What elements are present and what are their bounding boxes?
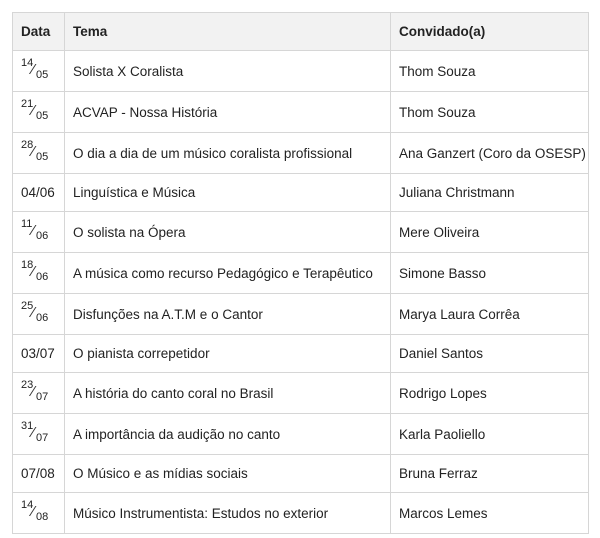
table-header	[13, 13, 589, 51]
date-fraction	[21, 300, 53, 326]
date-fraction	[21, 259, 53, 285]
date-month: 07	[36, 390, 49, 403]
date-slash: ⁄	[32, 60, 35, 78]
tema-cell: O pianista correpetidor	[65, 335, 391, 373]
date-cell	[13, 92, 65, 133]
schedule-table	[12, 12, 589, 534]
date-cell	[13, 174, 65, 212]
tema-cell: O dia a dia de um músico coralista profissional	[65, 133, 391, 174]
tema-cell: ACVAP - Nossa História	[65, 92, 391, 133]
date-cell	[13, 493, 65, 534]
date-cell	[13, 294, 65, 335]
table-row	[13, 92, 589, 133]
date-fraction	[21, 499, 53, 525]
date-day: 25	[21, 299, 34, 312]
convidado-cell: Juliana Christmann	[391, 174, 589, 212]
date-fraction	[21, 420, 53, 446]
header-row	[13, 13, 589, 51]
table-row	[13, 493, 589, 534]
date-day: 14	[21, 56, 34, 69]
date-month: 06	[36, 311, 49, 324]
date-month: 05	[36, 68, 49, 81]
date-day: 21	[21, 97, 34, 110]
convidado-cell: Marcos Lemes	[391, 493, 589, 534]
date-fraction	[21, 218, 53, 244]
header-convidado: Convidado(a)	[391, 13, 589, 51]
convidado-cell: Thom Souza	[391, 92, 589, 133]
date-fraction	[21, 57, 53, 83]
date-month: 06	[36, 229, 49, 242]
table-row	[13, 133, 589, 174]
date-cell	[13, 51, 65, 92]
tema-cell: Músico Instrumentista: Estudos no exterior	[65, 493, 391, 534]
convidado-cell: Karla Paoliello	[391, 414, 589, 455]
table-row	[13, 174, 589, 212]
date-month: 07	[36, 431, 49, 444]
table-row	[13, 335, 589, 373]
header-tema: Tema	[65, 13, 391, 51]
date-slash: ⁄	[32, 382, 35, 400]
date-month: 06	[36, 270, 49, 283]
tema-cell: O solista na Ópera	[65, 212, 391, 253]
tema-cell: A importância da audição no canto	[65, 414, 391, 455]
date-cell	[13, 212, 65, 253]
table-row	[13, 294, 589, 335]
tema-cell: Linguística e Música	[65, 174, 391, 212]
date-slash: ⁄	[32, 262, 35, 280]
tema-cell: Solista X Coralista	[65, 51, 391, 92]
table-row	[13, 414, 589, 455]
date-month: 08	[36, 510, 49, 523]
convidado-cell: Rodrigo Lopes	[391, 373, 589, 414]
date-slash: ⁄	[32, 221, 35, 239]
schedule-table-container	[12, 12, 588, 534]
table-row	[13, 373, 589, 414]
date-slash: ⁄	[32, 423, 35, 441]
date-slash: ⁄	[32, 502, 35, 520]
date-day: 14	[21, 498, 34, 511]
tema-cell: A história do canto coral no Brasil	[65, 373, 391, 414]
date-fraction	[21, 139, 53, 165]
date-day: 18	[21, 258, 34, 271]
convidado-cell: Ana Ganzert (Coro da OSESP)	[391, 133, 589, 174]
date-day: 23	[21, 378, 34, 391]
table-row	[13, 253, 589, 294]
date-text: 07/08	[21, 466, 55, 481]
date-day: 31	[21, 419, 34, 432]
convidado-cell: Marya Laura Corrêa	[391, 294, 589, 335]
date-month: 05	[36, 150, 49, 163]
tema-cell: Disfunções na A.T.M e o Cantor	[65, 294, 391, 335]
date-fraction	[21, 98, 53, 124]
date-text: 03/07	[21, 346, 55, 361]
date-cell	[13, 133, 65, 174]
date-slash: ⁄	[32, 142, 35, 160]
date-month: 05	[36, 109, 49, 122]
date-slash: ⁄	[32, 101, 35, 119]
table-row	[13, 455, 589, 493]
date-cell	[13, 455, 65, 493]
date-text: 04/06	[21, 185, 55, 200]
date-day: 11	[21, 217, 33, 230]
table-row	[13, 212, 589, 253]
convidado-cell: Daniel Santos	[391, 335, 589, 373]
date-slash: ⁄	[32, 303, 35, 321]
convidado-cell: Mere Oliveira	[391, 212, 589, 253]
convidado-cell: Bruna Ferraz	[391, 455, 589, 493]
header-data: Data	[13, 13, 65, 51]
convidado-cell: Thom Souza	[391, 51, 589, 92]
tema-cell: A música como recurso Pedagógico e Terapêutico	[65, 253, 391, 294]
date-cell	[13, 335, 65, 373]
date-cell	[13, 414, 65, 455]
date-fraction	[21, 379, 53, 405]
date-cell	[13, 373, 65, 414]
convidado-cell: Simone Basso	[391, 253, 589, 294]
table-body	[13, 51, 589, 534]
date-cell	[13, 253, 65, 294]
date-day: 28	[21, 138, 34, 151]
tema-cell: O Músico e as mídias sociais	[65, 455, 391, 493]
table-row	[13, 51, 589, 92]
